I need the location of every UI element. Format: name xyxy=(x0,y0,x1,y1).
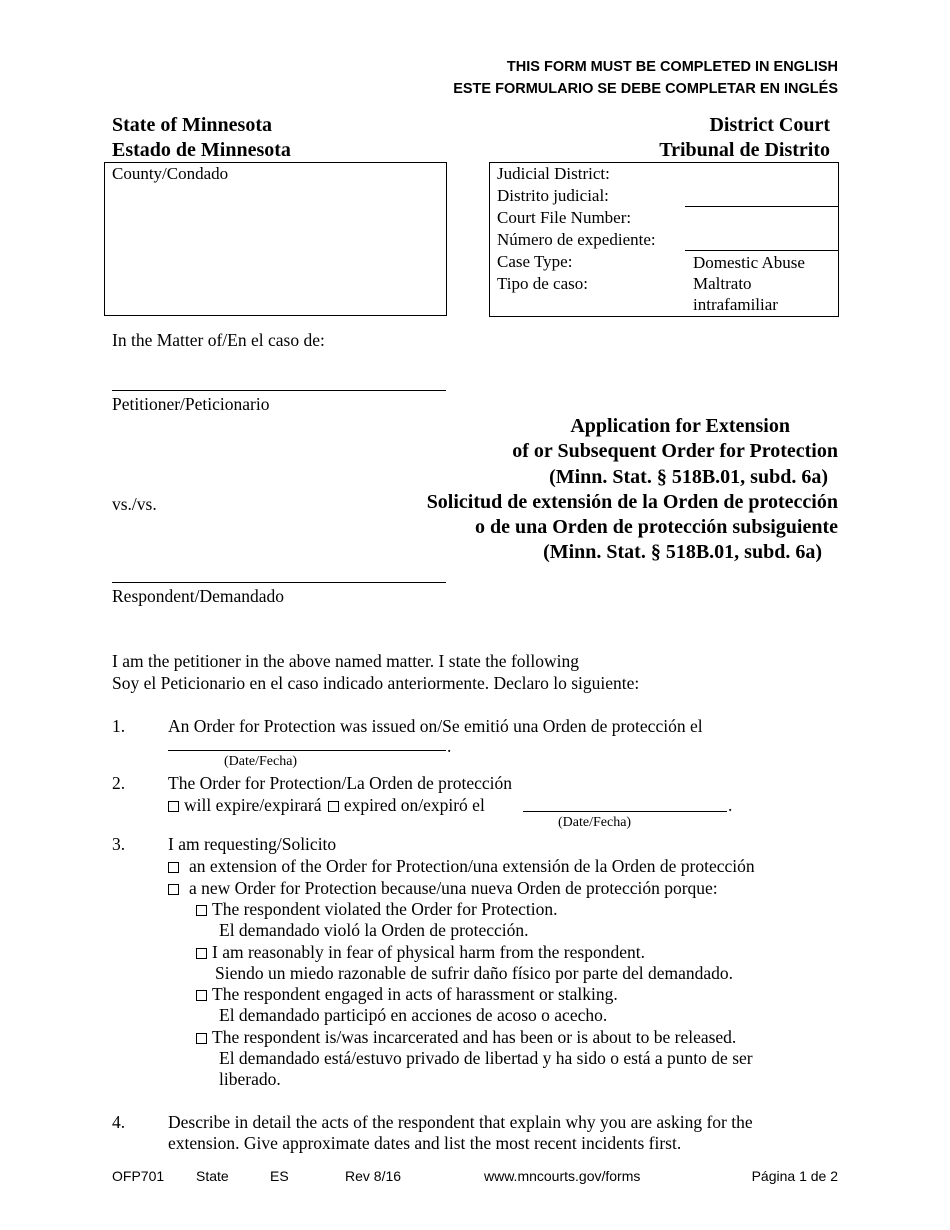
matter-label: In the Matter of/En el caso de: xyxy=(112,330,325,350)
reason-4-es-2: liberado. xyxy=(219,1069,281,1089)
respondent-name-field[interactable] xyxy=(112,582,446,583)
title-line-5: o de una Orden de protección subsiguiente xyxy=(475,516,838,539)
reason-harassment-checkbox[interactable] xyxy=(196,990,207,1001)
court-en: District Court xyxy=(709,114,830,136)
intro-en: I am the petitioner in the above named matter. I state the following xyxy=(112,651,580,671)
item-3-number: 3. xyxy=(112,834,126,854)
item-1-period: . xyxy=(447,736,452,756)
reason-2-es: Siendo un miedo razonable de sufrir daño físico por parte del demandado. xyxy=(215,963,734,983)
footer-url[interactable]: www.mncourts.gov/forms xyxy=(484,1168,641,1184)
item-1-text: An Order for Protection was issued on/Se emitió una Orden de protección el xyxy=(168,716,703,736)
footer-page-number: Página 1 de 2 xyxy=(751,1168,838,1184)
numero-expediente-label: Número de expediente: xyxy=(497,230,656,249)
respondent-label: Respondent/Demandado xyxy=(112,586,285,606)
item-4-line-1: Describe in detail the acts of the respondent that explain why you are asking for the xyxy=(168,1112,753,1132)
vs-label: vs./vs. xyxy=(112,494,157,514)
court-file-number-label: Court File Number: xyxy=(497,208,632,227)
petitioner-name-field[interactable] xyxy=(112,390,446,391)
expiration-options xyxy=(168,794,485,816)
new-order-checkbox[interactable] xyxy=(168,884,179,895)
title-line-6: (Minn. Stat. § 518B.01, subd. 6a) xyxy=(543,541,822,564)
new-order-option xyxy=(168,877,718,899)
petitioner-label: Petitioner/Peticionario xyxy=(112,394,270,414)
item-2-text: The Order for Protection/La Orden de protección xyxy=(168,773,513,793)
issue-date-label: (Date/Fecha) xyxy=(224,754,298,769)
new-order-label: a new Order for Protection because/una nueva Orden de protección porque: xyxy=(189,878,718,898)
item-1-number: 1. xyxy=(112,716,126,736)
reason-4-en: The respondent is/was incarcerated and has been or is about to be released. xyxy=(212,1027,737,1047)
language-notice xyxy=(453,56,838,100)
reason-3-en: The respondent engaged in acts of harassment or stalking. xyxy=(212,984,618,1004)
case-type-value-es-2: intrafamiliar xyxy=(693,295,778,314)
county-field[interactable] xyxy=(104,162,447,316)
item-2-number: 2. xyxy=(112,773,126,793)
distrito-judicial-label: Distrito judicial: xyxy=(497,186,609,205)
item-3-text: I am requesting/Solicito xyxy=(168,834,337,854)
item-4-number: 4. xyxy=(112,1112,126,1132)
court-file-number-field[interactable] xyxy=(685,250,838,251)
title-line-4: Solicitud de extensión de la Orden de protección xyxy=(426,490,838,513)
title-line-2: of or Subsequent Order for Protection xyxy=(512,440,838,463)
will-expire-label: will expire/expirará xyxy=(184,795,322,815)
footer-language: ES xyxy=(270,1168,289,1184)
court-heading xyxy=(659,113,830,163)
reason-1-en: The respondent violated the Order for Protection. xyxy=(212,899,558,919)
expired-on-label: expired on/expiró el xyxy=(343,795,485,815)
will-expire-checkbox[interactable] xyxy=(168,801,179,812)
expiration-date-field[interactable] xyxy=(523,811,727,812)
title-line-3: (Minn. Stat. § 518B.01, subd. 6a) xyxy=(549,465,828,488)
extension-checkbox[interactable] xyxy=(168,862,179,873)
reason-incarcerated-checkbox[interactable] xyxy=(196,1033,207,1044)
reason-3-es: El demandado participó en acciones de acoso o acecho. xyxy=(219,1005,608,1025)
case-type-label: Case Type: xyxy=(497,252,573,271)
item-4-line-2: extension. Give approximate dates and list the most recent incidents first. xyxy=(168,1133,682,1153)
footer-revision: Rev 8/16 xyxy=(345,1168,402,1184)
reason-1-es: El demandado violó la Orden de protección. xyxy=(219,920,529,940)
reason-1 xyxy=(196,898,558,920)
case-type-value-es-1: Maltrato xyxy=(693,274,752,293)
state-heading xyxy=(112,113,291,163)
county-label: County/Condado xyxy=(112,164,229,183)
footer-form-code: OFP701 xyxy=(112,1168,165,1184)
case-info-box xyxy=(489,162,839,317)
notice-english: THIS FORM MUST BE COMPLETED IN ENGLISH xyxy=(506,59,838,75)
judicial-district-field[interactable] xyxy=(685,206,838,207)
title-line-1: Application for Extension xyxy=(570,415,790,437)
extension-option xyxy=(168,855,755,877)
expired-on-checkbox[interactable] xyxy=(328,801,339,812)
reason-violated-checkbox[interactable] xyxy=(196,905,207,916)
item-2-period: . xyxy=(728,795,733,815)
extension-label: an extension of the Order for Protection/una extensión de la Orden de protección xyxy=(189,856,755,876)
judicial-district-label: Judicial District: xyxy=(497,164,610,183)
document-title xyxy=(427,414,838,566)
reason-2-en: I am reasonably in fear of physical harm from the respondent. xyxy=(212,942,645,962)
state-en: State of Minnesota xyxy=(112,114,272,136)
reason-4 xyxy=(196,1026,736,1048)
intro-es: Soy el Peticionario en el caso indicado anteriormente. Declaro lo siguiente: xyxy=(112,673,640,693)
reason-3 xyxy=(196,983,618,1005)
reason-fear-checkbox[interactable] xyxy=(196,948,207,959)
tipo-caso-label: Tipo de caso: xyxy=(497,274,588,293)
reason-2 xyxy=(196,941,645,963)
footer-state: State xyxy=(196,1168,229,1184)
case-type-value-en: Domestic Abuse xyxy=(693,253,805,272)
issue-date-field[interactable] xyxy=(168,750,446,751)
reason-4-es-1: El demandado está/estuvo privado de libertad y ha sido o está a punto de ser xyxy=(219,1048,753,1068)
court-es: Tribunal de Distrito xyxy=(659,139,830,161)
state-es: Estado de Minnesota xyxy=(112,139,291,161)
expiration-date-label: (Date/Fecha) xyxy=(558,815,632,830)
notice-spanish: ESTE FORMULARIO SE DEBE COMPLETAR EN INGLÉS xyxy=(453,81,838,97)
